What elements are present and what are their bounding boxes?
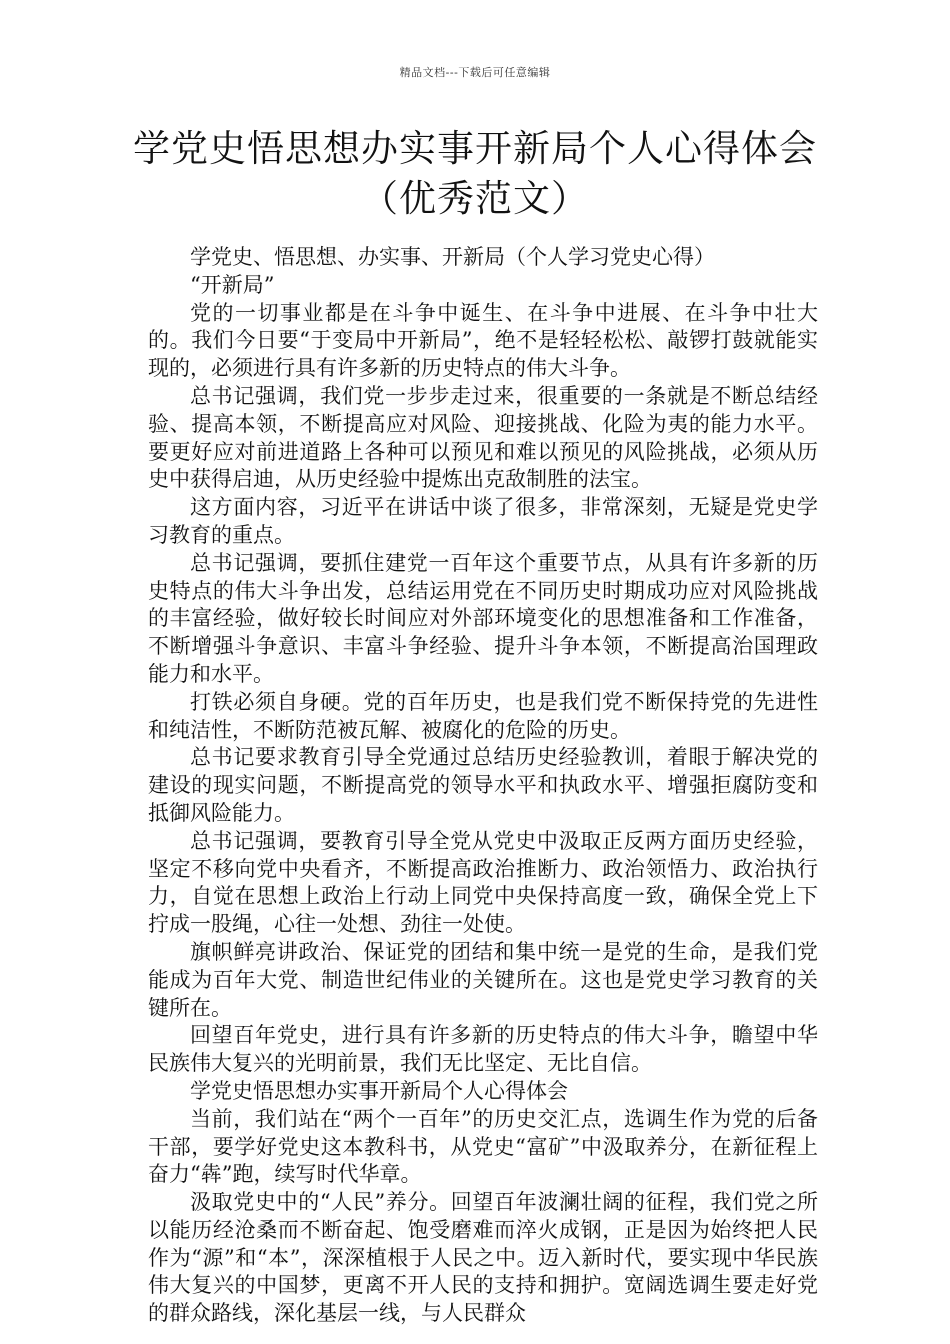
title-line-2: （优秀范文） bbox=[361, 177, 589, 220]
paragraph: 总书记强调，我们党一步步走过来，很重要的一条就是不断总结经验、提高本领，不断提高应对风险、迎接挑战、化险为夷的能力水平。要更好应对前进道路上各种可以预见和难以预见的风险挑战，必须从历史中获得启迪，从历史经验中提炼出克敌制胜的法宝。 bbox=[148, 383, 818, 492]
paragraph: 汲取党史中的“人民”养分。回望百年波澜壮阔的征程，我们党之所以能历经沧桑而不断奋起、饱受磨难而淬火成钢，正是因为始终把人民作为“源”和“本”，深深植根于人民之中。迈入新时代，要实现中华民族伟大复兴的中国梦，更离不开人民的支持和拥护。宽阔选调生要走好党的群众路线，深化基层一线，与人民群众 bbox=[148, 1190, 818, 1326]
document-title bbox=[0, 124, 950, 224]
paragraph: 总书记要求教育引导全党通过总结历史经验教训，着眼于解决党的建设的现实问题，不断提高党的领导水平和执政水平、增强拒腐防变和抵御风险能力。 bbox=[148, 745, 818, 825]
paragraph-section-heading: 学党史悟思想办实事开新局个人心得体会 bbox=[190, 1078, 568, 1103]
paragraph-section-heading: “开新局” bbox=[190, 272, 275, 297]
paragraph: 回望百年党史，进行具有许多新的历史特点的伟大斗争，瞻望中华民族伟大复兴的光明前景，我们无比坚定、无比自信。 bbox=[148, 1023, 818, 1076]
paragraph: 这方面内容，习近平在讲话中谈了很多，非常深刻，无疑是党史学习教育的重点。 bbox=[148, 495, 818, 547]
header-note: 精品文档---下载后可任意编辑 bbox=[399, 66, 551, 79]
paragraph: 总书记强调，要抓住建党一百年这个重要节点，从具有许多新的历史特点的伟大斗争出发，总结运用党在不同历史时期成功应对风险挑战的丰富经验，做好较长时间应对外部环境变化的思想准备和工作准备，不断增强斗争意识、丰富斗争经验、提升斗争本领，不断提高治国理政能力和水平。 bbox=[148, 550, 818, 686]
paragraph: 党的一切事业都是在斗争中诞生、在斗争中进展、在斗争中壮大的。我们今日要“于变局中开新局”，绝不是轻轻松松、敲锣打鼓就能实现的，必须进行具有许多新的历史特点的伟大斗争。 bbox=[148, 300, 818, 381]
paragraph: 打铁必须自身硬。党的百年历史，也是我们党不断保持党的先进性和纯洁性，不断防范被瓦解、被腐化的危险的历史。 bbox=[148, 689, 818, 742]
paragraph-subtitle: 学党史、悟思想、办实事、开新局（个人学习党史心得） bbox=[190, 245, 715, 269]
paragraph: 总书记强调，要教育引导全党从党史中汲取正反两方面历史经验，坚定不移向党中央看齐，不断提高政治推断力、政治领悟力、政治执行力，自觉在思想上政治上行动上同党中央保持高度一致，确保全党上下拧成一股绳，心往一处想、劲往一处使。 bbox=[148, 828, 818, 937]
title-line-1: 学党史悟思想办实事开新局个人心得体会 bbox=[133, 127, 817, 170]
document-body bbox=[148, 244, 818, 1328]
paragraph: 旗帜鲜亮讲政治、保证党的团结和集中统一是党的生命，是我们党能成为百年大党、制造世纪伟业的关键所在。这也是党史学习教育的关键所在。 bbox=[148, 939, 818, 1020]
paragraph: 当前，我们站在“两个一百年”的历史交汇点，选调生作为党的后备干部，要学好党史这本教科书，从党史“富矿”中汲取养分，在新征程上奋力“犇”跑，续写时代华章。 bbox=[148, 1106, 818, 1187]
